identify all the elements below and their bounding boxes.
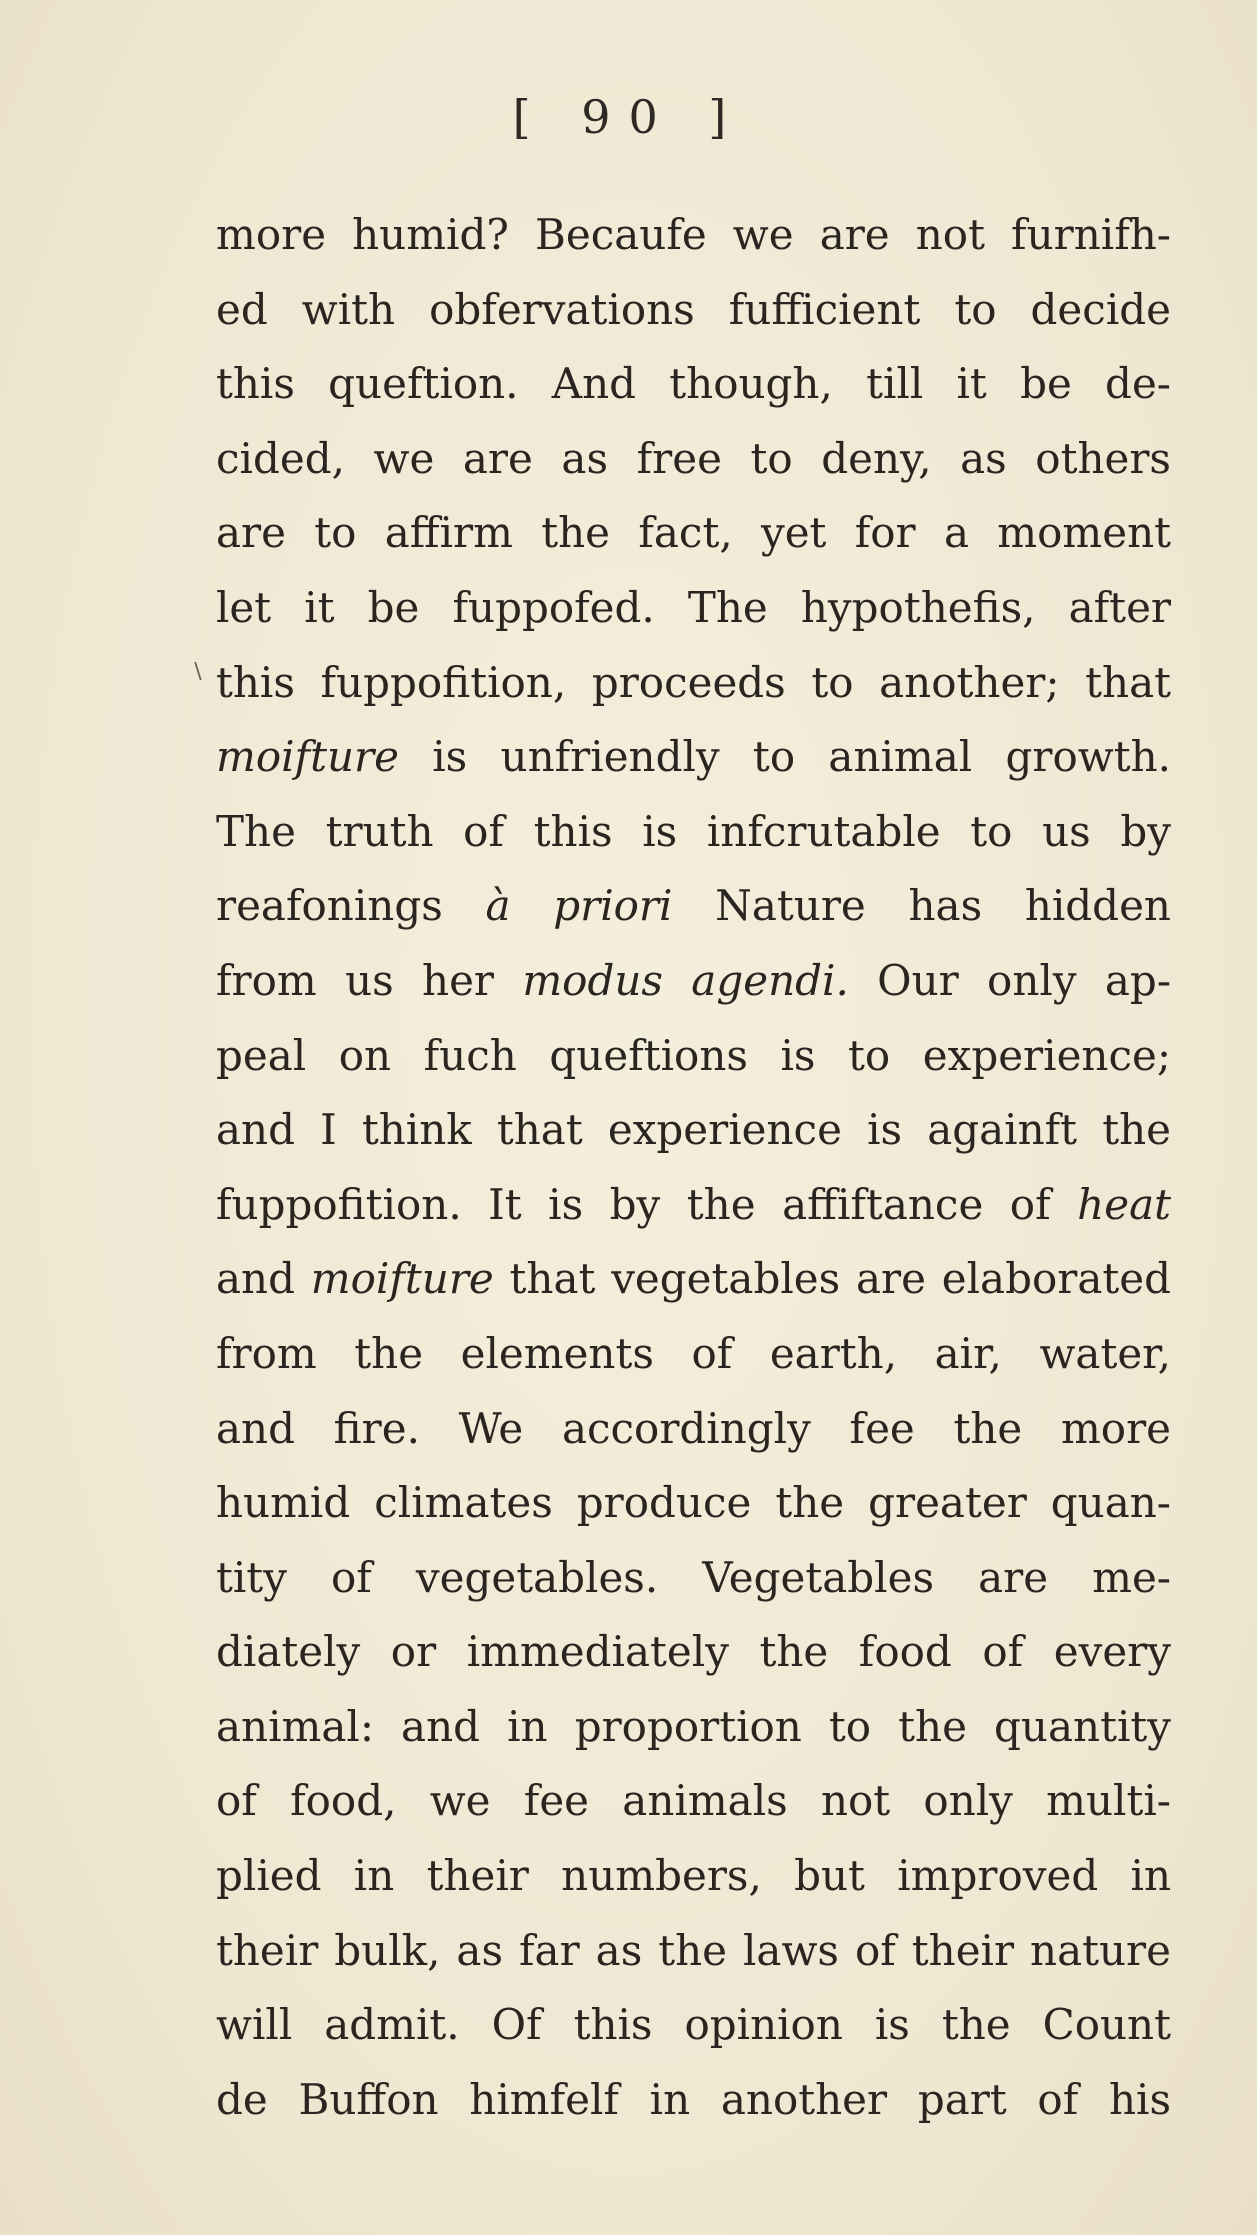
text-segment: humid climates produce the greater quan- bbox=[216, 1478, 1171, 1528]
text-line bbox=[216, 198, 1171, 273]
text-line bbox=[216, 1466, 1171, 1541]
text-segment: of food, we fee animals not only multi- bbox=[216, 1776, 1171, 1826]
text-segment: peal on fuch queftions is to experience; bbox=[216, 1030, 1171, 1080]
text-segment: are to affirm the fact, yet for a moment bbox=[216, 508, 1171, 558]
text-line bbox=[216, 422, 1171, 497]
text-segment: animal: and in proportion to the quantity bbox=[216, 1701, 1171, 1751]
text-line bbox=[216, 944, 1171, 1019]
body-text bbox=[216, 198, 1171, 2137]
text-line bbox=[216, 273, 1171, 348]
text-segment: de Buffon himfelf in another part of his bbox=[216, 2074, 1171, 2124]
text-segment: that vegetables are elaborated bbox=[493, 1254, 1172, 1304]
text-segment: tity of vegetables. Vegetables are me- bbox=[216, 1552, 1171, 1602]
italic-text: moifture bbox=[216, 732, 399, 782]
text-line bbox=[216, 1764, 1171, 1839]
margin-mark-icon: ∖ bbox=[190, 660, 205, 685]
text-line bbox=[216, 347, 1171, 422]
text-line bbox=[216, 720, 1171, 795]
text-segment: from us her bbox=[216, 955, 523, 1005]
text-segment: Our only ap- bbox=[848, 955, 1172, 1005]
text-line bbox=[216, 496, 1171, 571]
text-segment: cided, we are as free to deny, as others bbox=[216, 433, 1171, 483]
text-segment: their bulk, as far as the laws of their nature bbox=[216, 1925, 1171, 1975]
text-line bbox=[216, 1093, 1171, 1168]
text-line bbox=[216, 1615, 1171, 1690]
page-number: [ 90 ] bbox=[512, 90, 745, 144]
text-line bbox=[216, 1839, 1171, 1914]
italic-text: moifture bbox=[310, 1254, 494, 1304]
italic-text: à priori bbox=[485, 881, 673, 931]
text-line bbox=[216, 2063, 1171, 2138]
text-segment: reafonings bbox=[216, 881, 486, 931]
text-segment: will admit. Of this opinion is the Count bbox=[216, 2000, 1171, 2050]
text-segment: diately or immediately the food of every bbox=[216, 1627, 1171, 1677]
text-segment: is unfriendly to animal growth. bbox=[398, 732, 1171, 782]
text-segment: this fuppofition, proceeds to another; that bbox=[216, 657, 1171, 707]
text-segment: and bbox=[216, 1254, 311, 1304]
text-segment: and fire. We accordingly fee the more bbox=[216, 1403, 1171, 1453]
text-line bbox=[216, 795, 1171, 870]
text-segment: plied in their numbers, but improved in bbox=[216, 1851, 1171, 1901]
text-segment: let it be fuppofed. The hypothefis, after bbox=[216, 582, 1171, 632]
text-line bbox=[216, 1392, 1171, 1467]
text-line bbox=[216, 1242, 1171, 1317]
text-segment: this queftion. And though, till it be de- bbox=[216, 359, 1171, 409]
italic-text: modus agendi. bbox=[522, 955, 849, 1005]
text-line bbox=[216, 571, 1171, 646]
text-line bbox=[216, 869, 1171, 944]
text-line bbox=[216, 646, 1171, 721]
text-line bbox=[216, 1541, 1171, 1616]
text-segment: from the elements of earth, air, water, bbox=[216, 1328, 1171, 1378]
text-line bbox=[216, 1317, 1171, 1392]
text-segment: The truth of this is infcrutable to us by bbox=[216, 806, 1171, 856]
text-segment: fuppofition. It is by the affiftance of bbox=[216, 1179, 1078, 1229]
text-segment: and I think that experience is againft the bbox=[216, 1105, 1171, 1155]
italic-text: heat bbox=[1077, 1179, 1171, 1229]
text-line bbox=[216, 1988, 1171, 2063]
text-line bbox=[216, 1914, 1171, 1989]
text-segment: more humid? Becaufe we are not furnifh- bbox=[216, 210, 1171, 259]
text-segment: ed with obfervations fufficient to decide bbox=[216, 284, 1171, 334]
text-segment: Nature has hidden bbox=[672, 881, 1171, 931]
text-line bbox=[216, 1690, 1171, 1765]
text-line bbox=[216, 1019, 1171, 1094]
text-line bbox=[216, 1168, 1171, 1243]
